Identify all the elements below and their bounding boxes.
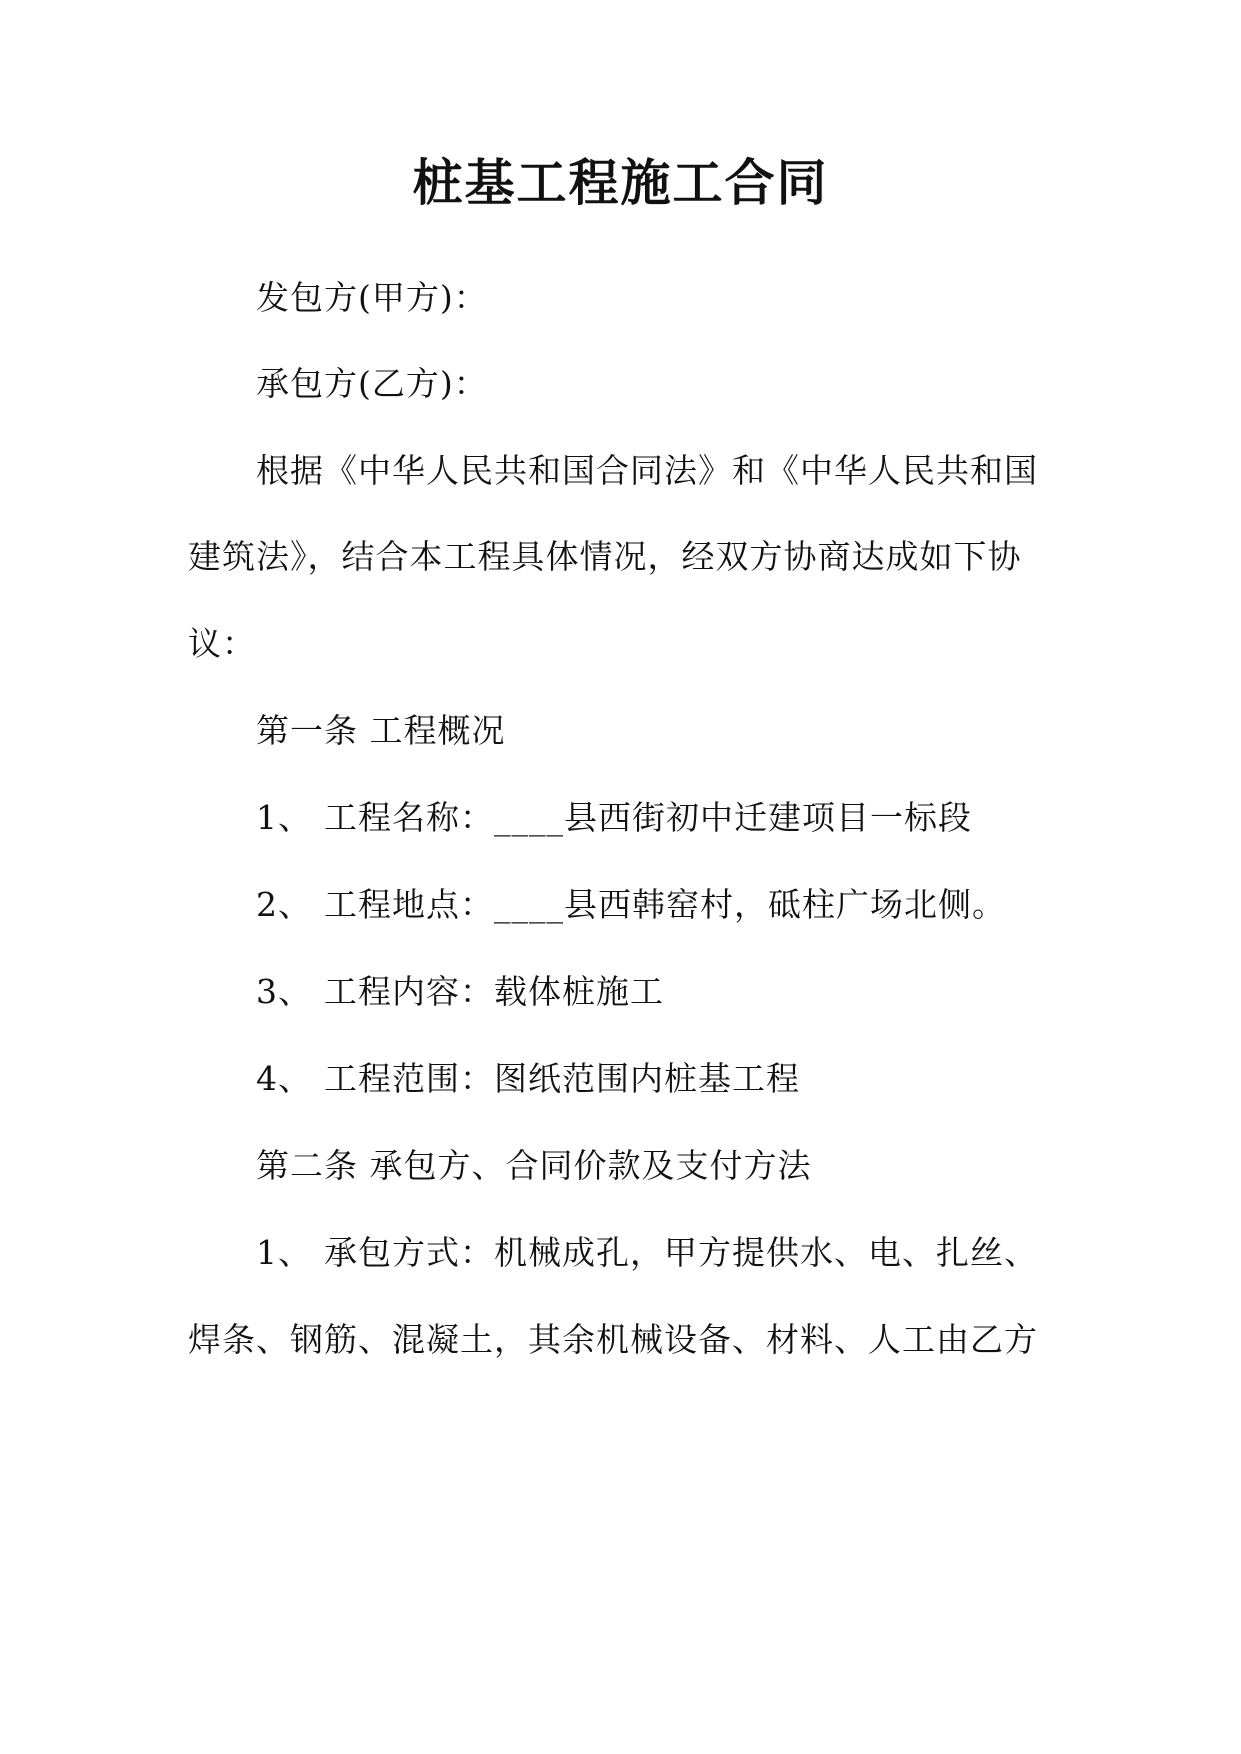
article-2-item-1-line-2: 焊条、钢筋、混凝土，其余机械设备、材料、人工由乙方	[188, 1320, 1038, 1359]
article-1-heading: 第一条 工程概况	[256, 711, 506, 750]
item-text: 工程内容：载体桩施工	[324, 972, 664, 1011]
item-number: 1、	[256, 798, 312, 837]
article-1-item-2	[256, 883, 1136, 927]
document-title: 桩基工程施工合同	[412, 153, 829, 212]
party-b-line: 承包方(乙方)：	[256, 364, 488, 403]
item-text: 工程地点：____县西韩窑村，砥柱广场北侧。	[324, 885, 1006, 924]
article-1-item-3	[256, 970, 1136, 1014]
item-number: 4、	[256, 1059, 312, 1098]
item-text: 承包方式：机械成孔，甲方提供水、电、扎丝、	[324, 1233, 1038, 1272]
article-1-item-4	[256, 1057, 1136, 1101]
preamble-line-1: 根据《中华人民共和国合同法》和《中华人民共和国	[256, 451, 1038, 490]
item-text: 工程名称：____县西街初中迁建项目一标段	[324, 798, 972, 837]
item-number: 1、	[256, 1233, 312, 1272]
item-number: 3、	[256, 972, 312, 1011]
item-text: 工程范围：图纸范围内桩基工程	[324, 1059, 800, 1098]
article-2-item-1-line-1	[256, 1231, 1136, 1275]
preamble-line-2: 建筑法》，结合本工程具体情况，经双方协商达成如下协	[188, 537, 1022, 576]
preamble-line-3: 议：	[188, 624, 256, 663]
article-2-heading: 第二条 承包方、合同价款及支付方法	[256, 1146, 812, 1185]
article-1-item-1	[256, 796, 1136, 840]
party-a-line: 发包方(甲方)：	[256, 278, 488, 317]
item-number: 2、	[256, 885, 312, 924]
